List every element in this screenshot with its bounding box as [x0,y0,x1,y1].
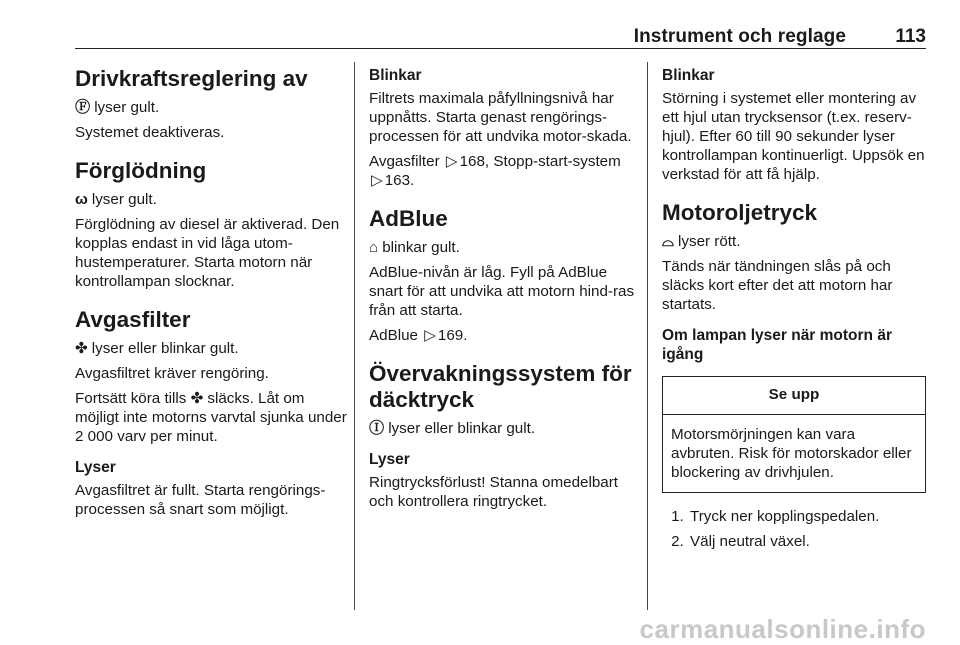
paragraph: AdBlue-nivån är låg. Fyll på AdBlue snart för att undvika att motorn hind-ras från att starta. [369,264,635,319]
paragraph: ⌓ lyser rött. [662,233,741,250]
subsection-title: Blinkar [662,67,715,84]
glow-plug-icon: ω [75,191,88,208]
traction-off-icon: Ⓕ [75,99,91,116]
section-title: Övervakningssystem för däcktryck [369,361,632,412]
paragraph: Filtrets maximala påfyllningsnivå har uppnåtts. Starta genast rengörings-processen för att undvika motor-skada. [369,90,632,145]
section-title: AdBlue [369,206,448,231]
section-title: Avgasfilter [75,307,191,332]
paragraph: Systemet deaktiveras. [75,124,225,141]
paragraph: Ⓘ lyser eller blinkar gult. [369,420,536,437]
column-divider [647,62,648,610]
section-title: Motoroljetryck [662,200,818,225]
list-item: 1. Tryck ner kopplingspedalen. [688,507,926,526]
paragraph: Avgasfiltret kräver rengöring. [75,365,269,382]
subsection-title: Lyser [75,459,116,476]
watermark: carmanualsonline.info [639,614,926,644]
paragraph: Avgasfilter ▷ 168, Stopp-start-system ▷ 163. [369,153,621,189]
paragraph: Avgasfiltret är fullt. Starta rengörings-processen så snart som möjligt. [75,482,326,518]
paragraph: Förglödning av diesel är aktiverad. Den kopplas endast in vid låga utom-hustemperaturer. Starta motorn när kontrollampan slocknar. [75,216,340,290]
page-reference-icon: ▷ [424,327,436,344]
adblue-icon: ⌂ [369,239,379,256]
tire-pressure-icon: Ⓘ [369,420,385,437]
column-2 [369,66,635,517]
exhaust-filter-icon: ✤ [190,390,204,407]
step-list [662,507,926,551]
column-1 [75,66,347,525]
paragraph: ⌂ blinkar gult. [369,239,460,256]
paragraph: Störning i systemet eller montering av ett hjul utan trycksensor (t.ex. reserv-hjul). Efter 60 till 90 sekunder lyser kontrollampan kontinuerligt. Uppsök en verkstad för att få hjälp. [662,90,925,183]
subsection-title: Blinkar [369,67,422,84]
column-3 [662,66,926,557]
paragraph: ✤ lyser eller blinkar gult. [75,340,239,357]
subsection-title: Lyser [369,451,410,468]
page-header [75,0,926,49]
paragraph: Ⓕ lyser gult. [75,99,160,116]
exhaust-filter-icon: ✤ [75,340,88,357]
section-title: Förglödning [75,158,207,183]
subsection-title: Om lampan lyser när motorn är igång [662,327,892,363]
page-reference-icon: ▷ [445,153,458,170]
list-item: 2. Välj neutral växel. [688,532,926,551]
notice-title: Se upp [663,377,925,415]
caution-notice [662,376,926,493]
page-number: 113 [895,26,926,47]
paragraph: Fortsätt köra tills ✤ släcks. Låt om möjligt inte motorns varvtal sjunka under 2 000 varv per minut. [75,390,347,445]
paragraph: Ringtrycksförlust! Stanna omedelbart och kontrollera ringtrycket. [369,474,619,510]
paragraph: AdBlue ▷ 169. [369,327,468,344]
notice-body: Motorsmörjningen kan vara avbruten. Risk för motorskador eller blockering av drivhjulen. [671,426,912,481]
header-title: Instrument och reglage [633,26,846,47]
paragraph: Tänds när tändningen slås på och släcks kort efter det att motorn har startats. [662,258,893,313]
page-reference-icon: ▷ [371,172,383,189]
column-divider [354,62,355,610]
paragraph: ω lyser gult. [75,191,157,208]
section-title: Drivkraftsreglering av [75,66,308,91]
oil-pressure-icon: ⌓ [662,233,675,250]
